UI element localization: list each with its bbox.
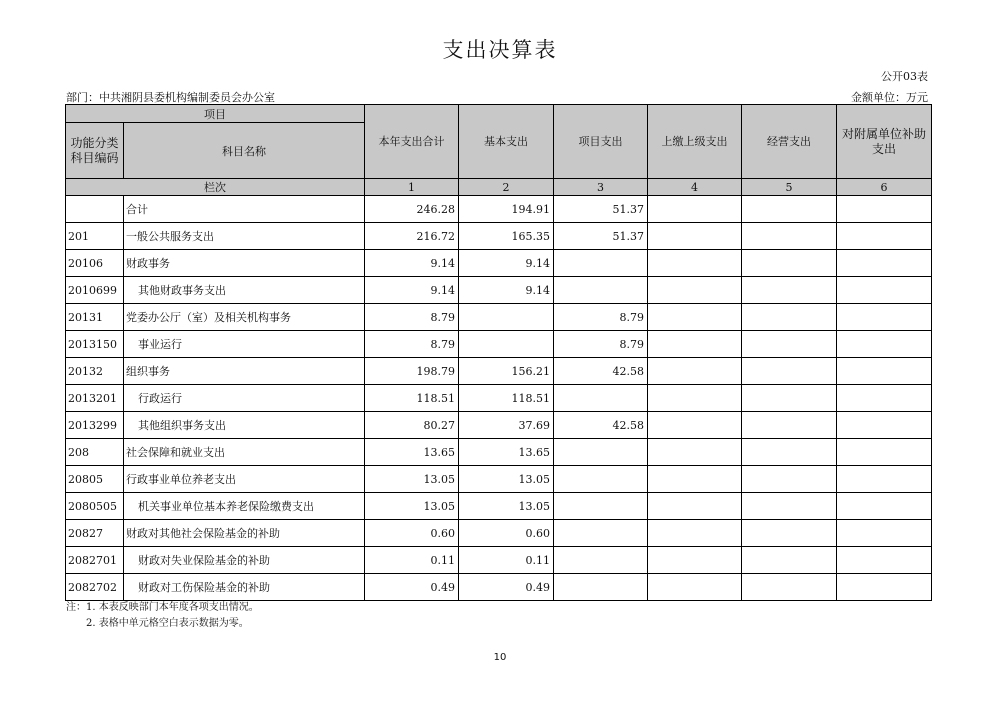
cell-total: 0.11 xyxy=(365,547,459,574)
cell-subsidy xyxy=(837,385,932,412)
cell-func-code: 20131 xyxy=(66,304,124,331)
cell-project: 8.79 xyxy=(554,331,648,358)
cell-basic xyxy=(459,304,554,331)
table-row xyxy=(66,250,932,277)
header-total: 本年支出合计 xyxy=(365,105,459,179)
cell-subsidy xyxy=(837,412,932,439)
cell-basic: 194.91 xyxy=(459,196,554,223)
cell-subject-name: 财政对失业保险基金的补助 xyxy=(124,547,365,574)
cell-project: 51.37 xyxy=(554,196,648,223)
cell-project: 51.37 xyxy=(554,223,648,250)
cell-upper-payment xyxy=(648,358,742,385)
table-row xyxy=(66,385,932,412)
cell-project xyxy=(554,277,648,304)
cell-subsidy xyxy=(837,358,932,385)
header-func-code: 功能分类科目编码 xyxy=(66,123,124,179)
cell-project xyxy=(554,520,648,547)
cell-subsidy xyxy=(837,277,932,304)
cell-basic: 13.05 xyxy=(459,493,554,520)
footnote: 2. 表格中单元格空白表示数据为零。 xyxy=(86,618,249,629)
table-row xyxy=(66,574,932,601)
cell-project xyxy=(554,385,648,412)
cell-subsidy xyxy=(837,574,932,601)
cell-project xyxy=(554,250,648,277)
cell-func-code xyxy=(66,196,124,223)
header-subject-name: 科目名称 xyxy=(124,123,365,179)
cell-total: 9.14 xyxy=(365,277,459,304)
cell-func-code: 2010699 xyxy=(66,277,124,304)
cell-subject-name: 党委办公厅（室）及相关机构事务 xyxy=(124,304,365,331)
cell-basic: 0.49 xyxy=(459,574,554,601)
cell-project: 42.58 xyxy=(554,412,648,439)
cell-total: 8.79 xyxy=(365,304,459,331)
cell-operating xyxy=(742,277,837,304)
cell-func-code: 20106 xyxy=(66,250,124,277)
cell-upper-payment xyxy=(648,223,742,250)
cell-project xyxy=(554,466,648,493)
table-row xyxy=(66,466,932,493)
cell-total: 13.05 xyxy=(365,493,459,520)
header-project: 项目 xyxy=(66,105,365,123)
cell-subsidy xyxy=(837,466,932,493)
cell-subsidy xyxy=(837,439,932,466)
cell-upper-payment xyxy=(648,250,742,277)
department-label: 部门：中共湘阴县委机构编制委员会办公室 xyxy=(66,91,275,104)
cell-operating xyxy=(742,493,837,520)
table-row xyxy=(66,520,932,547)
cell-project xyxy=(554,439,648,466)
cell-subsidy xyxy=(837,547,932,574)
table-row xyxy=(66,439,932,466)
column-number: 1 xyxy=(365,179,459,196)
cell-func-code: 2013201 xyxy=(66,385,124,412)
cell-func-code: 20827 xyxy=(66,520,124,547)
header-basic: 基本支出 xyxy=(459,105,554,179)
cell-func-code: 2013150 xyxy=(66,331,124,358)
cell-subject-name: 机关事业单位基本养老保险缴费支出 xyxy=(124,493,365,520)
cell-basic: 118.51 xyxy=(459,385,554,412)
cell-basic: 165.35 xyxy=(459,223,554,250)
page-title: 支出决算表 xyxy=(442,38,558,62)
cell-upper-payment xyxy=(648,547,742,574)
cell-total: 13.65 xyxy=(365,439,459,466)
cell-project xyxy=(554,493,648,520)
cell-func-code: 2013299 xyxy=(66,412,124,439)
cell-upper-payment xyxy=(648,412,742,439)
cell-total: 198.79 xyxy=(365,358,459,385)
column-number: 4 xyxy=(648,179,742,196)
expenditure-table xyxy=(65,104,932,601)
cell-subsidy xyxy=(837,304,932,331)
cell-project: 8.79 xyxy=(554,304,648,331)
table-row xyxy=(66,223,932,250)
cell-subject-name: 行政事业单位养老支出 xyxy=(124,466,365,493)
cell-func-code: 2082701 xyxy=(66,547,124,574)
cell-operating xyxy=(742,520,837,547)
cell-subject-name: 合计 xyxy=(124,196,365,223)
cell-subsidy xyxy=(837,493,932,520)
column-number: 6 xyxy=(837,179,932,196)
cell-operating xyxy=(742,250,837,277)
cell-basic: 156.21 xyxy=(459,358,554,385)
table-row xyxy=(66,493,932,520)
cell-upper-payment xyxy=(648,196,742,223)
cell-basic: 0.60 xyxy=(459,520,554,547)
cell-upper-payment xyxy=(648,574,742,601)
column-number: 2 xyxy=(459,179,554,196)
cell-operating xyxy=(742,331,837,358)
cell-operating xyxy=(742,223,837,250)
cell-total: 13.05 xyxy=(365,466,459,493)
page-number: 10 xyxy=(493,652,507,663)
cell-total: 8.79 xyxy=(365,331,459,358)
cell-func-code: 2082702 xyxy=(66,574,124,601)
table-row xyxy=(66,547,932,574)
cell-operating xyxy=(742,574,837,601)
cell-operating xyxy=(742,547,837,574)
header-subsidy: 对附属单位补助支出 xyxy=(837,105,932,179)
cell-subsidy xyxy=(837,250,932,277)
cell-total: 246.28 xyxy=(365,196,459,223)
cell-total: 118.51 xyxy=(365,385,459,412)
cell-func-code: 208 xyxy=(66,439,124,466)
cell-func-code: 2080505 xyxy=(66,493,124,520)
cell-subject-name: 组织事务 xyxy=(124,358,365,385)
cell-func-code: 20805 xyxy=(66,466,124,493)
cell-total: 0.49 xyxy=(365,574,459,601)
form-number: 公开03表 xyxy=(881,70,928,83)
cell-func-code: 20132 xyxy=(66,358,124,385)
column-number: 5 xyxy=(742,179,837,196)
cell-subject-name: 行政运行 xyxy=(124,385,365,412)
cell-subject-name: 财政对工伤保险基金的补助 xyxy=(124,574,365,601)
cell-upper-payment xyxy=(648,466,742,493)
header-column-label: 栏次 xyxy=(66,179,365,196)
cell-subsidy xyxy=(837,331,932,358)
cell-upper-payment xyxy=(648,385,742,412)
cell-subject-name: 财政事务 xyxy=(124,250,365,277)
header-project-expenditure: 项目支出 xyxy=(554,105,648,179)
cell-basic: 13.65 xyxy=(459,439,554,466)
table-row xyxy=(66,331,932,358)
cell-project xyxy=(554,547,648,574)
amount-unit-label: 金额单位：万元 xyxy=(851,91,928,104)
cell-upper-payment xyxy=(648,277,742,304)
cell-basic: 13.05 xyxy=(459,466,554,493)
cell-subsidy xyxy=(837,520,932,547)
cell-basic: 37.69 xyxy=(459,412,554,439)
table-body xyxy=(66,196,932,601)
cell-subject-name: 一般公共服务支出 xyxy=(124,223,365,250)
table-row xyxy=(66,304,932,331)
cell-total: 9.14 xyxy=(365,250,459,277)
cell-subject-name: 事业运行 xyxy=(124,331,365,358)
cell-operating xyxy=(742,304,837,331)
cell-basic xyxy=(459,331,554,358)
cell-func-code: 201 xyxy=(66,223,124,250)
cell-subject-name: 财政对其他社会保险基金的补助 xyxy=(124,520,365,547)
cell-operating xyxy=(742,196,837,223)
cell-operating xyxy=(742,385,837,412)
cell-operating xyxy=(742,466,837,493)
cell-upper-payment xyxy=(648,331,742,358)
cell-project xyxy=(554,574,648,601)
cell-subject-name: 社会保障和就业支出 xyxy=(124,439,365,466)
cell-upper-payment xyxy=(648,439,742,466)
table-row xyxy=(66,277,932,304)
cell-total: 216.72 xyxy=(365,223,459,250)
cell-basic: 0.11 xyxy=(459,547,554,574)
cell-subject-name: 其他组织事务支出 xyxy=(124,412,365,439)
cell-project: 42.58 xyxy=(554,358,648,385)
cell-operating xyxy=(742,439,837,466)
table-row xyxy=(66,196,932,223)
table-row xyxy=(66,412,932,439)
cell-subject-name: 其他财政事务支出 xyxy=(124,277,365,304)
cell-upper-payment xyxy=(648,304,742,331)
footnotes xyxy=(66,600,259,632)
cell-upper-payment xyxy=(648,493,742,520)
header-upper-payment: 上缴上级支出 xyxy=(648,105,742,179)
table-row xyxy=(66,358,932,385)
cell-total: 80.27 xyxy=(365,412,459,439)
footnote: 注：1. 本表反映部门本年度各项支出情况。 xyxy=(66,602,259,613)
cell-operating xyxy=(742,412,837,439)
cell-subsidy xyxy=(837,196,932,223)
cell-basic: 9.14 xyxy=(459,250,554,277)
cell-operating xyxy=(742,358,837,385)
header-operating: 经营支出 xyxy=(742,105,837,179)
cell-upper-payment xyxy=(648,520,742,547)
column-number: 3 xyxy=(554,179,648,196)
cell-subsidy xyxy=(837,223,932,250)
cell-total: 0.60 xyxy=(365,520,459,547)
cell-basic: 9.14 xyxy=(459,277,554,304)
